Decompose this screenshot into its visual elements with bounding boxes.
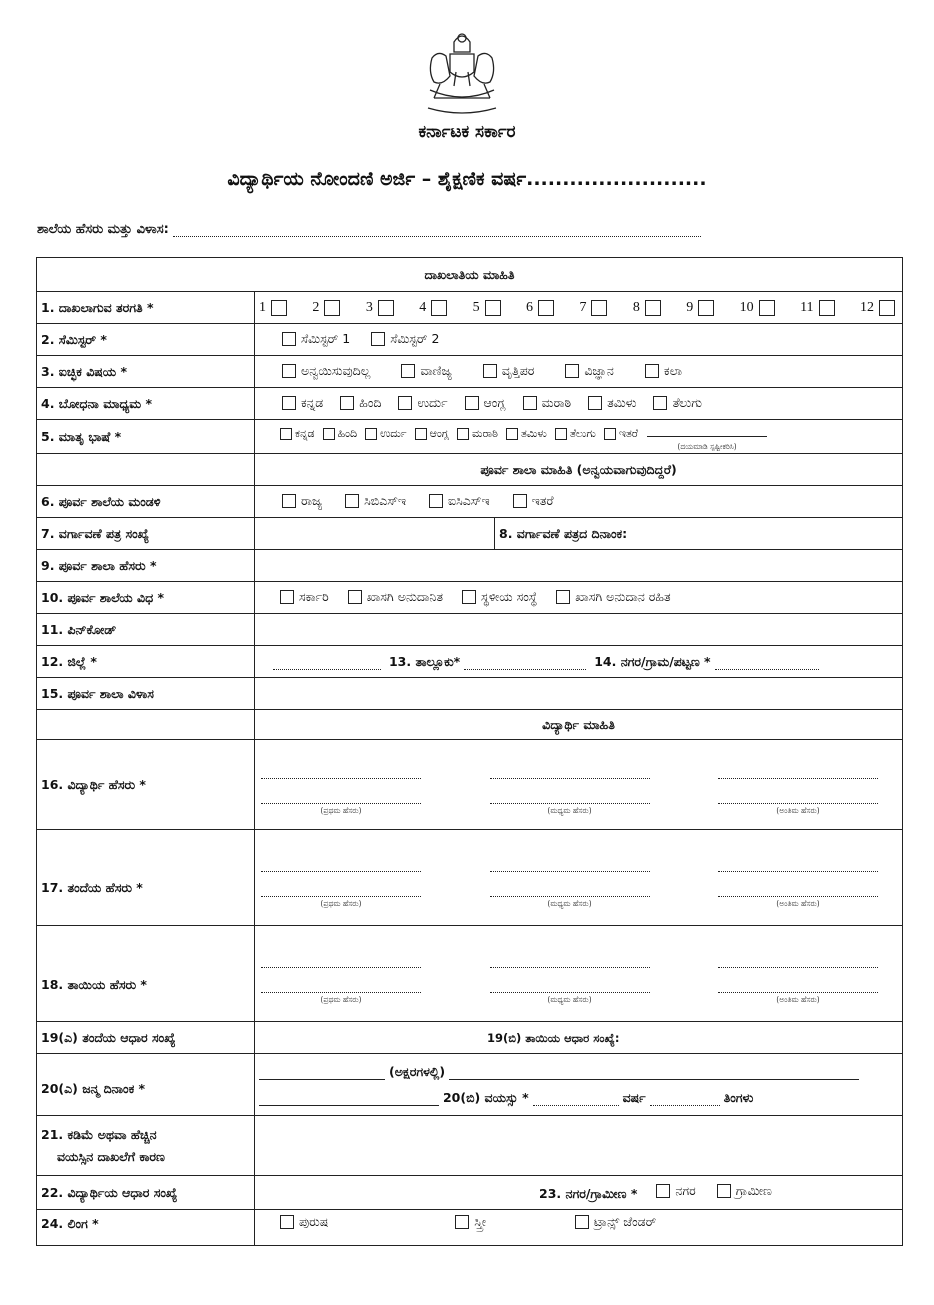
student-last-name-input-2[interactable] [718, 779, 878, 804]
label-tc-date[interactable]: 8. ವರ್ಗಾವಣೆ ಪತ್ರದ ದಿನಾಂಕ: [495, 518, 903, 550]
checkbox[interactable] [415, 428, 427, 440]
option-board-2[interactable]: ಐಸಿಎಸ್‌ಇ [424, 493, 490, 509]
school-label: ಶಾಲೆಯ ಹೆಸರು ಮತ್ತು ವಿಳಾಸ: [37, 222, 169, 237]
checkbox[interactable] [457, 428, 469, 440]
option-school-type-1[interactable]: ಖಾಸಗಿ ಅನುದಾನಿತ [343, 589, 443, 605]
student-first-name [261, 754, 421, 816]
name-caption: (ಮಧ್ಯಮ ಹೆಸರು) [547, 994, 592, 1004]
option-school-type-0[interactable]: ಸರ್ಕಾರಿ [275, 589, 329, 605]
student-last-name-input[interactable] [718, 754, 878, 779]
option-medium-6[interactable]: ತೆಲುಗು [648, 395, 702, 411]
school-input-line[interactable] [173, 224, 701, 237]
label-mother-aadhaar: 19(ಬಿ) ತಾಯಿಯ ಆಧಾರ ಸಂಖ್ಯೆ: [487, 1030, 620, 1045]
father-last-name [718, 847, 878, 909]
mother-name-grid [259, 943, 898, 1005]
option-class-6[interactable]: 6 [526, 300, 559, 316]
dob-words-input[interactable] [449, 1065, 859, 1080]
government-name: ಕರ್ನಾಟಕ ಸರ್ಕಾರ [418, 122, 516, 142]
label-previous-school-name: 9. ಪೂರ್ವ ಶಾಲಾ ಹೆಸರು * [37, 550, 255, 582]
age-date-input[interactable] [259, 1091, 439, 1106]
checkbox[interactable] [324, 300, 340, 316]
label-student-name: 16. ವಿದ್ಯಾರ್ಥಿ ಹೆಸರು * [37, 740, 255, 830]
option-mother-tongue-2[interactable]: ಉರ್ದು [362, 427, 407, 441]
checkbox[interactable] [398, 396, 412, 410]
option-area-urban[interactable]: ನಗರ [651, 1183, 695, 1199]
student-middle-name-input-2[interactable] [490, 779, 650, 804]
option-mother-tongue-7[interactable]: ಇತರೆ [601, 427, 638, 441]
checkbox[interactable] [698, 300, 714, 316]
option-medium-5[interactable]: ತಮಿಳು [583, 395, 636, 411]
label-taluk: 13. ತಾಲ್ಲೂಕು* [388, 653, 461, 669]
checkbox[interactable] [282, 396, 296, 410]
father-middle-name-input-2[interactable] [490, 872, 650, 897]
mother-first-name-input-2[interactable] [261, 968, 421, 993]
option-class-1[interactable]: 1 [259, 300, 292, 316]
father-first-name [261, 847, 421, 909]
class-options [255, 292, 903, 324]
label-dob: 20(ಎ) ಜನ್ಮ ದಿನಾಂಕ * [37, 1054, 255, 1116]
option-class-5[interactable]: 5 [473, 300, 506, 316]
checkbox[interactable] [645, 300, 661, 316]
label-gender: 24. ಲಿಂಗ * [37, 1210, 255, 1246]
father-last-name-input[interactable] [718, 847, 878, 872]
checkbox[interactable] [604, 428, 616, 440]
label-board: 6. ಪೂರ್ವ ಶಾಲೆಯ ಮಂಡಳಿ [37, 486, 255, 518]
mother-last-name-input[interactable] [718, 943, 878, 968]
taluk-input[interactable] [464, 669, 586, 670]
option-area-rural[interactable]: ಗ್ರಾಮೀಣ [712, 1183, 772, 1199]
checkbox[interactable] [345, 494, 359, 508]
gender-options [255, 1210, 903, 1246]
checkbox[interactable] [280, 428, 292, 440]
option-class-9[interactable]: 9 [686, 300, 719, 316]
option-class-12[interactable]: 12 [860, 300, 900, 316]
label-months: ತಿಂಗಳು [723, 1089, 754, 1105]
label-age-reason: 21. ಕಡಿಮೆ ಅಥವಾ ಹೆಚ್ಚಿನ ವಯಸ್ಸಿನ ದಾಖಲೆಗೆ ಕಾರಣ [37, 1116, 255, 1176]
label-school-type: 10. ಪೂರ್ವ ಶಾಲೆಯ ವಿಧ * [37, 582, 255, 614]
option-gender-female[interactable]: ಸ್ತ್ರೀ [450, 1214, 486, 1230]
father-name-grid [259, 847, 898, 909]
label-father-name: 17. ತಂದೆಯ ಹೆಸರು * [37, 830, 255, 926]
board-options [255, 486, 903, 518]
name-caption: (ಅಂತಿಮ ಹೆಸರು) [776, 994, 820, 1004]
label-class: 1. ದಾಖಲಾಗುವ ತರಗತಿ * [37, 292, 255, 324]
mother-middle-name-input-2[interactable] [490, 968, 650, 993]
label-semester: 2. ಸೆಮಿಸ್ಟರ್ * [37, 324, 255, 356]
mother-tongue-other-input[interactable] [647, 422, 767, 437]
karnataka-emblem-icon [420, 28, 504, 118]
checkbox[interactable] [462, 590, 476, 604]
father-name-fields [255, 830, 903, 926]
option-board-1[interactable]: ಸಿಬಿಎಸ್‌ಇ [340, 493, 406, 509]
checkbox[interactable] [819, 300, 835, 316]
option-medium-3[interactable]: ಆಂಗ್ಲ [460, 395, 506, 411]
option-mother-tongue-4[interactable]: ಮರಾಠಿ [454, 427, 498, 441]
label-pincode: 11. ಪಿನ್‌ಕೋಡ್ [37, 614, 255, 646]
checkbox[interactable] [523, 396, 537, 410]
checkbox[interactable] [282, 332, 296, 346]
student-first-name-input[interactable] [261, 754, 421, 779]
checkbox[interactable] [348, 590, 362, 604]
checkbox[interactable] [323, 428, 335, 440]
option-mother-tongue-3[interactable]: ಆಂಗ್ಲ [412, 427, 449, 441]
checkbox[interactable] [280, 590, 294, 604]
checkbox[interactable] [365, 428, 377, 440]
checkbox[interactable] [429, 494, 443, 508]
option-mother-tongue-1[interactable]: ಹಿಂದಿ [320, 427, 358, 441]
section-student: ವಿದ್ಯಾರ್ಥಿ ಮಾಹಿತಿ [255, 710, 903, 740]
previous-school-address-input[interactable] [255, 678, 903, 710]
label-dob-words: (ಅಕ್ಷರಗಳಲ್ಲಿ) [388, 1063, 446, 1079]
location-fields [255, 646, 903, 678]
mother-middle-name [490, 943, 650, 1005]
checkbox[interactable] [485, 300, 501, 316]
school-type-options [255, 582, 903, 614]
name-caption: (ಅಂತಿಮ ಹೆಸರು) [776, 805, 820, 815]
name-caption: (ಪ್ರಥಮ ಹೆಸರು) [320, 994, 362, 1004]
checkbox[interactable] [879, 300, 895, 316]
name-caption: (ಮಧ್ಯಮ ಹೆಸರು) [547, 805, 592, 815]
checkbox[interactable] [340, 396, 354, 410]
mother-last-name [718, 943, 878, 1005]
student-first-name-input-2[interactable] [261, 779, 421, 804]
option-class-8[interactable]: 8 [633, 300, 666, 316]
option-gender-transgender[interactable]: ಟ್ರಾನ್ಸ್ ಜೆಂಡರ್ [570, 1214, 656, 1230]
checkbox[interactable] [513, 494, 527, 508]
label-student-aadhaar: 22. ವಿದ್ಯಾರ್ಥಿಯ ಆಧಾರ ಸಂಖ್ಯೆ [37, 1176, 255, 1210]
option-class-2[interactable]: 2 [312, 300, 345, 316]
option-medium-1[interactable]: ಹಿಂದಿ [335, 395, 381, 411]
father-last-name-input-2[interactable] [718, 872, 878, 897]
checkbox[interactable] [431, 300, 447, 316]
name-caption: (ಪ್ರಥಮ ಹೆಸರು) [320, 898, 362, 908]
option-subject-commerce[interactable]: ವಾಣಿಜ್ಯ [396, 363, 451, 379]
student-aadhaar-area[interactable] [255, 1176, 903, 1210]
label-tc-number: 7. ವರ್ಗಾವಣೆ ಪತ್ರ ಸಂಖ್ಯೆ [37, 518, 255, 550]
mother-tongue-options [255, 420, 903, 454]
label-previous-school-address: 15. ಪೂರ್ವ ಶಾಲಾ ವಿಳಾಸ [37, 678, 255, 710]
option-mother-tongue-6[interactable]: ತೆಲುಗು [552, 427, 596, 441]
label-age: 20(ಬಿ) ವಯಸ್ಸು * [442, 1089, 529, 1105]
dob-input[interactable] [259, 1065, 385, 1080]
name-caption: (ಮಧ್ಯಮ ಹೆಸರು) [547, 898, 592, 908]
age-years-input[interactable] [533, 1105, 619, 1106]
label-town: 14. ನಗರ/ಗ್ರಾಮ/ಪಟ್ಟಣ * [594, 653, 711, 669]
label-area: 23. ನಗರ/ಗ್ರಾಮೀಣ * [539, 1186, 638, 1201]
student-middle-name [490, 754, 650, 816]
semester-options [255, 324, 903, 356]
mother-name-fields [255, 926, 903, 1022]
section-admission: ದಾಖಲಾತಿಯ ಮಾಹಿತಿ [37, 258, 903, 292]
checkbox[interactable] [465, 396, 479, 410]
checkbox[interactable] [588, 396, 602, 410]
option-board-3[interactable]: ಇತರೆ [508, 493, 554, 509]
previous-school-name-input[interactable] [255, 550, 903, 582]
option-mother-tongue-0[interactable]: ಕನ್ನಡ [277, 427, 315, 441]
option-subject-arts[interactable]: ಕಲಾ [640, 363, 682, 379]
option-subject-science[interactable]: ವಿಜ್ಞಾನ [560, 363, 614, 379]
form-title: ವಿದ್ಯಾರ್ಥಿಯ ನೋಂದಣಿ ಅರ್ಜಿ – ಶೈಕ್ಷಣಿಕ ವರ್ಷ......................... [227, 168, 707, 190]
father-middle-name-input[interactable] [490, 847, 650, 872]
checkbox[interactable] [556, 590, 570, 604]
checkbox[interactable] [282, 494, 296, 508]
father-first-name-input[interactable] [261, 847, 421, 872]
name-caption: (ಪ್ರಥಮ ಹೆಸರು) [320, 805, 362, 815]
option-board-0[interactable]: ರಾಜ್ಯ [277, 493, 322, 509]
option-mother-tongue-5[interactable]: ತಮಿಳು [503, 427, 547, 441]
father-first-name-input-2[interactable] [261, 872, 421, 897]
school-name-address [37, 222, 701, 237]
mother-first-name-input[interactable] [261, 943, 421, 968]
mother-first-name [261, 943, 421, 1005]
aadhaar-fields[interactable] [255, 1022, 903, 1054]
label-medium: 4. ಬೋಧನಾ ಮಾಧ್ಯಮ * [37, 388, 255, 420]
dob-age-fields [255, 1054, 903, 1116]
option-medium-2[interactable]: ಉರ್ದು [393, 395, 447, 411]
option-class-10[interactable]: 10 [740, 300, 780, 316]
checkbox[interactable] [653, 396, 667, 410]
option-school-type-3[interactable]: ಖಾಸಗಿ ಅನುದಾನ ರಹಿತ [551, 589, 670, 605]
checkbox[interactable] [378, 300, 394, 316]
option-semester-2[interactable]: ಸೆಮಿಸ್ಟರ್ 2 [366, 331, 439, 347]
district-input[interactable] [273, 669, 381, 670]
option-class-3[interactable]: 3 [366, 300, 399, 316]
student-middle-name-input[interactable] [490, 754, 650, 779]
student-name-fields [255, 740, 903, 830]
option-class-4[interactable]: 4 [419, 300, 452, 316]
pincode-input[interactable] [255, 614, 903, 646]
subject-options [255, 356, 903, 388]
name-caption: (ಅಂತಿಮ ಹೆಸರು) [776, 898, 820, 908]
mother-last-name-input-2[interactable] [718, 968, 878, 993]
registration-form [36, 257, 903, 1246]
option-medium-0[interactable]: ಕನ್ನಡ [277, 395, 323, 411]
option-semester-1[interactable]: ಸೆಮಿಸ್ಟರ್ 1 [277, 331, 350, 347]
option-class-11[interactable]: 11 [800, 300, 839, 316]
option-subject-vocational[interactable]: ವೃತ್ತಿಪರ [478, 363, 535, 379]
student-last-name [718, 754, 878, 816]
checkbox[interactable] [591, 300, 607, 316]
label-mother-name: 18. ತಾಯಿಯ ಹೆಸರು * [37, 926, 255, 1022]
town-input[interactable] [715, 669, 819, 670]
option-medium-4[interactable]: ಮರಾಠಿ [518, 395, 572, 411]
mother-tongue-note: (ದಯಮಾಡಿ ಸ್ಪಷ್ಟೀಕರಿಸಿ) [677, 441, 737, 451]
mother-middle-name-input[interactable] [490, 943, 650, 968]
checkbox[interactable] [271, 300, 287, 316]
age-reason-input[interactable] [255, 1116, 903, 1176]
age-months-input[interactable] [650, 1105, 720, 1106]
option-school-type-2[interactable]: ಸ್ಥಳೀಯ ಸಂಸ್ಥೆ [457, 589, 537, 605]
section-previous-school: ಪೂರ್ವ ಶಾಲಾ ಮಾಹಿತಿ (ಅನ್ವಯವಾಗುವುದಿದ್ದರೆ) [255, 454, 903, 486]
checkbox[interactable] [759, 300, 775, 316]
option-subject-na[interactable]: ಅನ್ವಯಿಸುವುದಿಲ್ಲ [277, 363, 370, 379]
label-elective-subject: 3. ಐಚ್ಛಿಕ ವಿಷಯ * [37, 356, 255, 388]
checkbox[interactable] [555, 428, 567, 440]
option-gender-male[interactable]: ಪುರುಷ [275, 1214, 328, 1230]
medium-options [255, 388, 903, 420]
checkbox[interactable] [538, 300, 554, 316]
option-class-7[interactable]: 7 [579, 300, 612, 316]
label-year: ವರ್ಷ [622, 1089, 646, 1105]
father-middle-name [490, 847, 650, 909]
label-district: 12. ಜಿಲ್ಲೆ * [37, 646, 255, 678]
label-mother-tongue: 5. ಮಾತೃ ಭಾಷೆ * [37, 420, 255, 454]
tc-number-input[interactable] [255, 518, 495, 550]
label-father-aadhaar: 19(ಎ) ತಂದೆಯ ಆಧಾರ ಸಂಖ್ಯೆ [37, 1022, 255, 1054]
checkbox[interactable] [371, 332, 385, 346]
checkbox[interactable] [506, 428, 518, 440]
student-name-grid [259, 754, 898, 816]
